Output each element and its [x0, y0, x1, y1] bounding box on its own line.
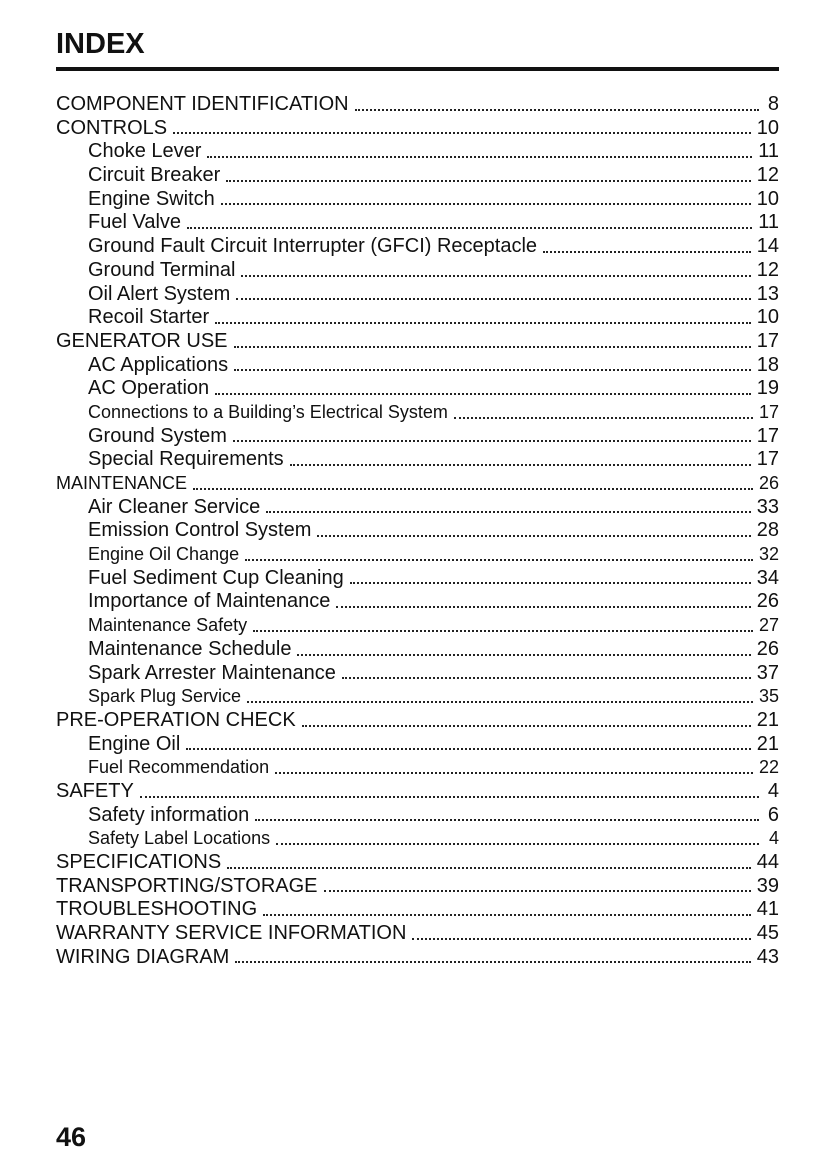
dot-leader [187, 227, 752, 229]
dot-leader [140, 796, 759, 798]
dot-leader [263, 914, 751, 916]
entry-label: Importance of Maintenance [88, 590, 331, 613]
entry-page-number: 17 [758, 401, 779, 422]
entry-page-number: 39 [756, 874, 779, 897]
entry-page-number: 17 [756, 448, 779, 471]
entry-page-number: 19 [756, 377, 779, 400]
entry-label: Circuit Breaker [88, 164, 221, 187]
index-list [56, 93, 779, 969]
index-subentry [56, 804, 779, 828]
index-subentry [56, 662, 779, 686]
index-subentry [56, 401, 779, 425]
index-subentry [56, 425, 779, 449]
index-subentry [56, 685, 779, 709]
entry-page-number: 22 [758, 757, 779, 778]
entry-page-number: 27 [758, 615, 779, 636]
dot-leader [227, 867, 751, 869]
entry-page-number: 6 [767, 803, 779, 826]
entry-label: Ground Terminal [88, 258, 236, 281]
dot-leader [215, 393, 751, 395]
entry-page-number: 10 [756, 187, 779, 210]
index-entry [56, 472, 779, 496]
page-title: INDEX [56, 28, 145, 60]
entry-page-number: 17 [756, 329, 779, 352]
entry-page-number: 10 [756, 116, 779, 139]
entry-page-number: 4 [767, 779, 779, 802]
entry-page-number: 43 [756, 945, 779, 968]
index-subentry [56, 567, 779, 591]
entry-page-number: 12 [756, 164, 779, 187]
dot-leader [173, 132, 751, 134]
entry-page-number: 34 [756, 566, 779, 589]
entry-label: PRE-OPERATION CHECK [56, 708, 296, 731]
index-subentry [56, 283, 779, 307]
entry-label: Connections to a Building’s Electrical System [88, 401, 448, 422]
entry-label: Spark Plug Service [88, 686, 242, 707]
dot-leader [317, 535, 750, 537]
entry-page-number: 17 [756, 424, 779, 447]
dot-leader [324, 890, 751, 892]
entry-label: Fuel Sediment Cup Cleaning [88, 566, 344, 589]
entry-page-number: 26 [756, 637, 779, 660]
entry-label: AC Applications [88, 353, 229, 376]
index-entry [56, 93, 779, 117]
index-subentry [56, 211, 779, 235]
dot-leader [355, 109, 759, 111]
index-subentry [56, 519, 779, 543]
index-subentry [56, 614, 779, 638]
index-entry [56, 875, 779, 899]
index-entry [56, 946, 779, 970]
entry-page-number: 10 [756, 306, 779, 329]
entry-page-number: 21 [756, 732, 779, 755]
entry-label: CONTROLS [56, 116, 168, 139]
entry-page-number: 41 [756, 898, 779, 921]
dot-leader [290, 464, 751, 466]
dot-leader [241, 275, 750, 277]
entry-label: Ground System [88, 424, 227, 447]
entry-page-number: 26 [758, 473, 779, 493]
index-subentry [56, 638, 779, 662]
entry-page-number: 32 [758, 544, 779, 565]
entry-label: Recoil Starter [88, 306, 210, 329]
dot-leader [236, 298, 750, 300]
dot-leader [247, 701, 753, 703]
entry-page-number: 11 [758, 211, 779, 234]
dot-leader [235, 961, 750, 963]
index-subentry [56, 756, 779, 780]
entry-label: Safety information [88, 803, 250, 826]
entry-page-number: 21 [756, 708, 779, 731]
dot-leader [207, 156, 752, 158]
index-subentry [56, 306, 779, 330]
index-subentry [56, 259, 779, 283]
index-subentry [56, 448, 779, 472]
dot-leader [342, 677, 751, 679]
entry-label: GENERATOR USE [56, 329, 228, 352]
dot-leader [275, 772, 753, 774]
entry-page-number: 44 [756, 851, 779, 873]
entry-label: Maintenance Safety [88, 615, 248, 636]
index-subentry [56, 827, 779, 851]
index-subentry [56, 733, 779, 757]
index-entry [56, 922, 779, 946]
entry-label: Oil Alert System [88, 282, 231, 305]
entry-label: Air Cleaner Service [88, 495, 261, 518]
dot-leader [221, 203, 751, 205]
index-entry [56, 780, 779, 804]
entry-page-number: 12 [756, 258, 779, 281]
dot-leader [255, 819, 759, 821]
entry-label: MAINTENANCE [56, 473, 188, 493]
index-subentry [56, 235, 779, 259]
dot-leader [193, 488, 753, 490]
entry-label: SAFETY [56, 779, 134, 802]
entry-label: TROUBLESHOOTING [56, 898, 258, 921]
index-entry [56, 898, 779, 922]
entry-page-number: 11 [758, 140, 779, 163]
index-subentry [56, 543, 779, 567]
dot-leader [336, 606, 750, 608]
dot-leader [454, 417, 753, 419]
dot-leader [412, 938, 750, 940]
entry-label: Ground Fault Circuit Interrupter (GFCI) Receptacle [88, 235, 538, 258]
entry-page-number: 4 [768, 828, 779, 849]
entry-label: Fuel Recommendation [88, 757, 270, 778]
dot-leader [297, 654, 750, 656]
index-entry [56, 709, 779, 733]
entry-page-number: 35 [758, 686, 779, 707]
entry-label: WIRING DIAGRAM [56, 945, 230, 968]
dot-leader [234, 346, 751, 348]
dot-leader [226, 180, 750, 182]
dot-leader [234, 369, 751, 371]
entry-label: Spark Arrester Maintenance [88, 661, 336, 684]
index-entry [56, 851, 779, 875]
entry-label: COMPONENT IDENTIFICATION [56, 93, 349, 115]
entry-label: AC Operation [88, 377, 210, 400]
dot-leader [233, 440, 751, 442]
entry-page-number: 37 [756, 661, 779, 684]
index-subentry [56, 377, 779, 401]
entry-label: WARRANTY SERVICE INFORMATION [56, 922, 407, 945]
dot-leader [186, 748, 750, 750]
dot-leader [276, 843, 759, 845]
index-entry [56, 330, 779, 354]
title-rule [56, 67, 779, 71]
entry-page-number: 26 [756, 590, 779, 613]
entry-label: Fuel Valve [88, 211, 182, 234]
entry-label: Special Requirements [88, 448, 284, 471]
entry-label: Engine Oil [88, 732, 181, 755]
index-subentry [56, 354, 779, 378]
entry-label: Maintenance Schedule [88, 637, 292, 660]
index-subentry [56, 590, 779, 614]
entry-page-number: 8 [767, 93, 779, 115]
dot-leader [215, 322, 751, 324]
entry-label: Emission Control System [88, 519, 312, 542]
entry-page-number: 13 [756, 282, 779, 305]
entry-page-number: 28 [756, 519, 779, 542]
page-number: 46 [56, 1122, 87, 1152]
entry-label: Safety Label Locations [88, 828, 271, 849]
dot-leader [253, 630, 753, 632]
dot-leader [543, 251, 751, 253]
entry-label: TRANSPORTING/STORAGE [56, 874, 318, 897]
entry-page-number: 18 [756, 353, 779, 376]
entry-page-number: 33 [756, 495, 779, 518]
index-entry [56, 117, 779, 141]
dot-leader [302, 725, 751, 727]
index-subentry [56, 140, 779, 164]
entry-label: Engine Oil Change [88, 544, 240, 565]
entry-label: Choke Lever [88, 140, 202, 163]
entry-page-number: 14 [756, 235, 779, 258]
entry-label: SPECIFICATIONS [56, 851, 222, 873]
dot-leader [245, 559, 753, 561]
index-subentry [56, 188, 779, 212]
dot-leader [350, 582, 751, 584]
entry-page-number: 45 [756, 922, 779, 945]
index-subentry [56, 496, 779, 520]
entry-label: Engine Switch [88, 187, 215, 210]
dot-leader [266, 511, 750, 513]
index-subentry [56, 164, 779, 188]
